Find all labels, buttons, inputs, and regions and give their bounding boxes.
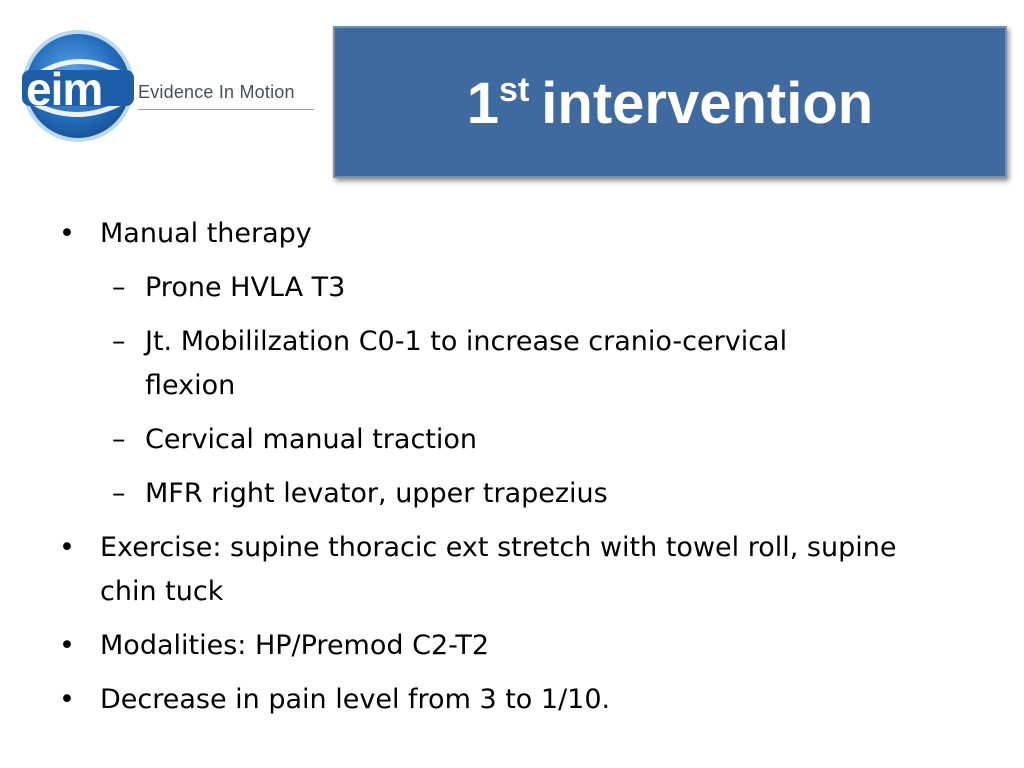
bullet-text: Exercise: supine thoracic ext stretch with towel roll, supine chin tuck [100,532,897,607]
sub-bullet-item [55,266,865,310]
bullet-icon: • [59,218,75,249]
bullet-text: Decrease in pain level from 3 to 1/10. [100,684,611,715]
title-number: 1 [466,70,500,136]
eim-logo [18,26,318,146]
bullet-text: Modalities: HP/Premod C2-T2 [100,630,490,661]
sub-bullet-text: Prone HVLA T3 [145,272,346,303]
slide-body [55,212,955,732]
dash-icon: – [112,478,126,509]
dash-icon: – [112,326,126,357]
bullet-item [55,212,955,256]
title-banner [333,26,1007,178]
dash-icon: – [112,424,126,455]
dash-icon: – [112,272,126,303]
bullet-icon: • [59,532,75,563]
title-superscript: st [499,70,530,109]
sub-bullet-item [55,472,865,516]
bullet-text: Manual therapy [100,218,312,249]
bullet-icon: • [59,684,75,715]
sub-bullet-text: Cervical manual traction [145,424,478,455]
bullet-item [55,526,900,614]
logo-underline [138,109,314,110]
bullet-icon: • [59,630,75,661]
bullet-item [55,624,955,668]
sub-bullet-item [55,418,865,462]
sub-bullet-text: Jt. Mobililzation C0-1 to increase cranio-cervical flexion [145,326,788,401]
bullet-item [55,678,955,722]
sub-bullet-text: MFR right levator, upper trapezius [145,478,608,509]
slide-title [467,70,873,137]
logo-mark: eim [26,63,103,115]
logo-tagline: Evidence In Motion [138,82,295,102]
title-text: intervention [541,70,874,136]
sub-bullet-item [55,320,865,408]
